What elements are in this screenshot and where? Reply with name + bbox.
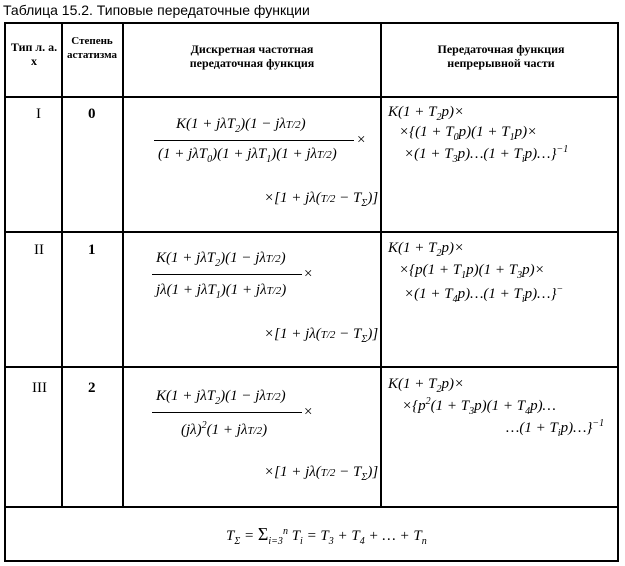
row-2-cont-line-3: $\times(1 + T_4p)\dots(1$ + $T_ip)\dots\}^-$ [404, 284, 564, 305]
row-2-fraction-bar [152, 274, 302, 275]
row-1-degree: 0 [88, 106, 96, 122]
row-1-denominator: (1 + jλT$_0$)(1 + jλT$_1$)(1 + jλT/2) [158, 146, 337, 165]
table-caption: Таблица 15.2. Типовые передаточные функции [3, 2, 310, 18]
row-divider-1 [6, 231, 617, 233]
row-3-degree: 2 [88, 380, 96, 396]
header-discrete: Дискретная частотная передаточная функция [189, 42, 315, 70]
row-3-cont-line-2: $\times\{p^2(1 + T_3p)(1$ + $T_4p)\dots$ [402, 396, 556, 417]
header-type: Тип л. а. х [10, 40, 58, 68]
row-1-factor: $\times[1 + j\lambda(T/2 - T_\Sigma)]$ [264, 190, 379, 209]
row-2-numerator: K(1 + jλT$_2$)(1 − jλT/2) [156, 250, 286, 269]
row-1-type: I [36, 106, 41, 122]
row-divider-2 [6, 366, 617, 368]
row-3-times: × [304, 404, 313, 420]
row-1-fraction-bar [154, 140, 354, 141]
row-2-type: II [34, 242, 44, 258]
row-1-cont-line-2: $\times\{(1 + T_0p)(1 + T_1p)\times$ [399, 124, 538, 143]
row-3-denominator: $(j\lambda)^2(1 + j\lambda T/2)$ [181, 420, 268, 438]
row-1-numerator: K(1 + jλT$_2$)(1 − jλT/2) [176, 116, 306, 135]
row-3-cont-line-3: …(1 + $T_ip)\dots\}^{-1}$ [506, 418, 605, 439]
row-2-cont-line-1: $K(1 + T_2p)\times$ [388, 240, 465, 259]
row-2-denominator: jλ(1 + jλT$_1$)(1 + jλT/2) [156, 282, 287, 301]
footer-formula: $T_\Sigma = \Sigma_{i=3}^n$ $T_i = T_3 + T_4$ + … + $T_n$ [226, 524, 427, 547]
row-1-cont-line-1: $K(1 + T_2p)\times$ [388, 104, 465, 123]
row-3-cont-line-1: $K(1 + T_2p)\times$ [388, 376, 465, 395]
row-2-times: × [304, 266, 313, 282]
row-3-numerator: K(1 + jλT$_2$)(1 − jλT/2) [156, 388, 286, 407]
row-divider-3 [6, 506, 617, 508]
row-3-type: III [32, 380, 47, 396]
header-divider [6, 96, 617, 98]
header-degree: Степень астатизма [66, 35, 118, 61]
header-continuous: Передаточная функция непрерывной части [437, 42, 565, 70]
transfer-functions-table [4, 22, 619, 562]
row-3-fraction-bar [152, 412, 302, 413]
row-3-factor: $\times[1 + j\lambda(T/2 - T_\Sigma)]$ [264, 464, 379, 483]
row-1-cont-line-3: $\times(1 + T_3p)\dots(1$ + $T_ip)\dots\}^{-1}$ [404, 144, 569, 165]
row-2-cont-line-2: $\times\{p(1 + T_1p)(1 + T_3p)\times$ [399, 262, 545, 281]
row-2-factor: $\times[1 + j\lambda(T/2 - T_\Sigma)]$ [264, 326, 379, 345]
row-1-times: × [357, 132, 366, 148]
row-2-degree: 1 [88, 242, 96, 258]
